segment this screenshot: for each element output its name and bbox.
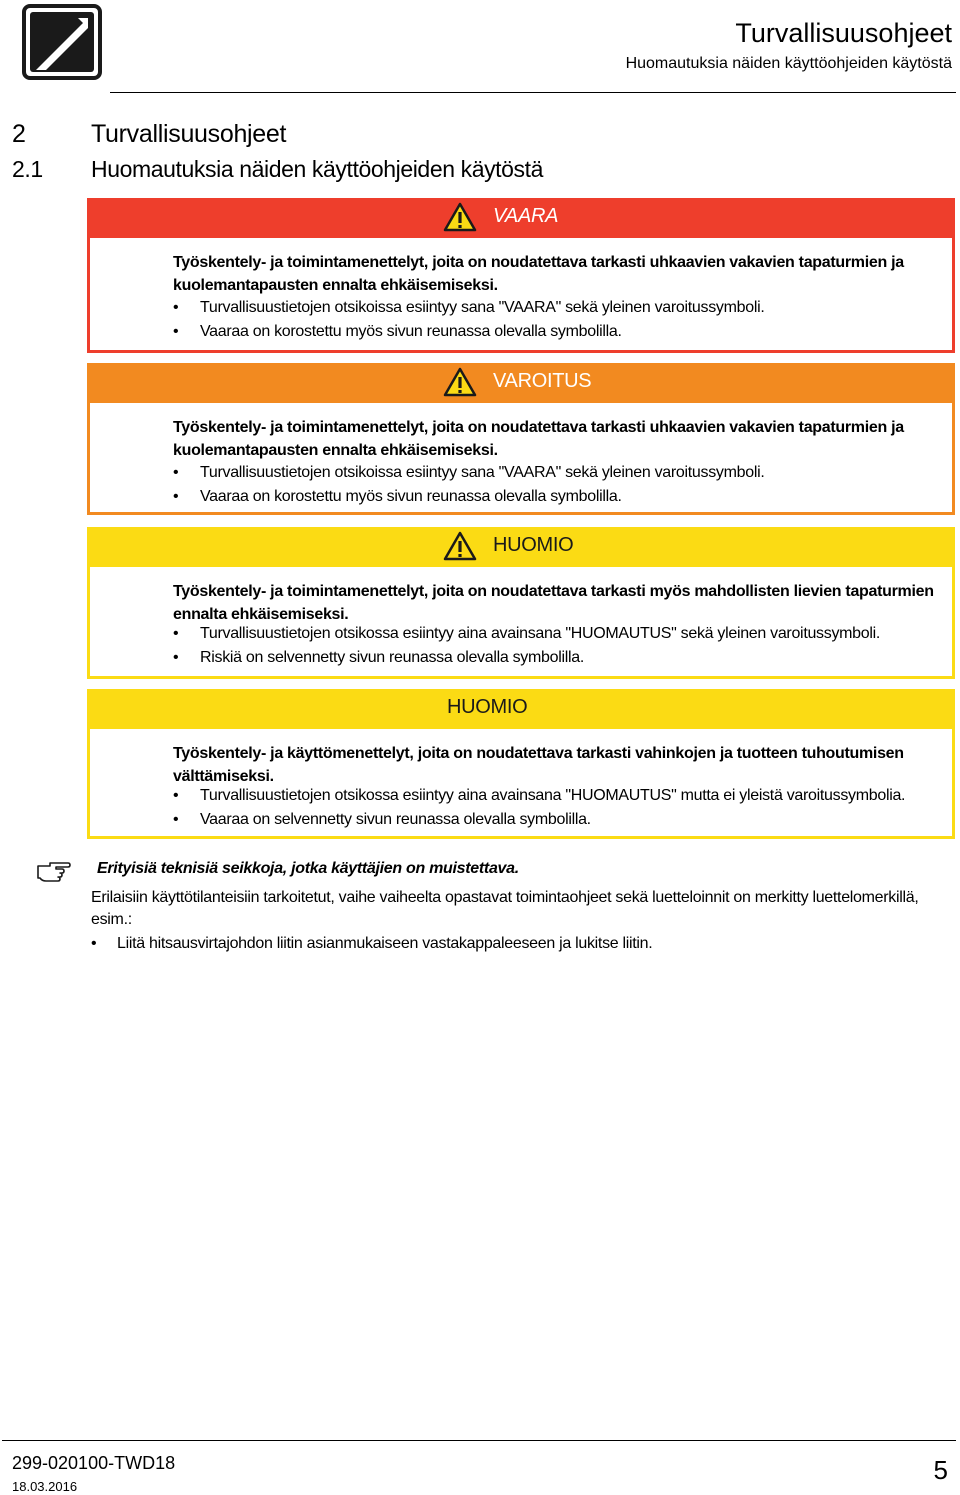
caution-lead: Työskentely- ja toimintamenettelyt, joita on noudatettava tarkasti myös mahdollisten lievien tapaturmien ennalta ehkäisemiseksi. <box>173 583 934 623</box>
footer-divider <box>2 1440 956 1441</box>
caution-notice <box>87 527 955 679</box>
subsection-heading <box>12 156 543 183</box>
subsection-number: 2.1 <box>12 156 43 182</box>
danger-lead: Työskentely- ja toimintamenettelyt, joita on noudatettava tarkasti uhkaavien vakavien tapaturmien ja kuolemantapausten ennalta ehkäisemiseksi. <box>173 254 904 294</box>
section-heading <box>12 120 286 149</box>
header-subtitle: Huomautuksia näiden käyttöohjeiden käytöstä <box>625 55 952 72</box>
danger-bullet: • Vaaraa on korostettu myös sivun reunassa olevalla symbolilla. <box>173 323 622 340</box>
page-number: 5 <box>933 1455 948 1485</box>
danger-header <box>87 198 955 238</box>
caution-label: HUOMIO <box>493 534 574 556</box>
section-number: 2 <box>12 120 26 148</box>
warning-body <box>90 403 952 512</box>
warning-label: VAROITUS <box>493 370 592 392</box>
document-date: 18.03.2016 <box>12 1479 78 1494</box>
subsection-title: Huomautuksia näiden käyttöohjeiden käytöstä <box>91 156 544 182</box>
notice-body <box>90 729 952 836</box>
company-logo <box>22 4 102 80</box>
caution-bullet: • Riskiä on selvennetty sivun reunassa olevalla symbolilla. <box>173 649 584 666</box>
header-divider <box>110 92 956 93</box>
danger-notice <box>87 198 955 353</box>
notice-header <box>87 689 955 729</box>
warning-bullet: • Turvallisuustietojen otsikoissa esiintyy sana "VAARA" sekä yleinen varoitussymboli. <box>173 464 765 481</box>
pointing-hand-icon <box>36 856 72 884</box>
notice-box <box>87 689 955 839</box>
note-bullet: • Liitä hitsausvirtajohdon liitin asianmukaiseen vastakappaleeseen ja lukitse liitin. <box>91 935 653 952</box>
notice-bullet: • Turvallisuustietojen otsikossa esiintyy aina avainsana "HUOMAUTUS" mutta ei yleistä varoitussymbolia. <box>173 787 906 804</box>
note-body: Erilaisiin käyttötilanteisiin tarkoitetut, vaihe vaiheelta opastavat toimintaohjeet sekä luetteloinnit on merkitty luettelomerkillä, esim.: <box>91 889 919 928</box>
warning-header <box>87 363 955 403</box>
danger-label: VAARA <box>493 205 559 227</box>
danger-body <box>90 238 952 350</box>
warning-lead: Työskentely- ja toimintamenettelyt, joita on noudatettava tarkasti uhkaavien vakavien tapaturmien ja kuolemantapausten ennalta ehkäisemiseksi. <box>173 419 904 459</box>
header-title: Turvallisuusohjeet <box>735 18 952 48</box>
notice-lead: Työskentely- ja käyttömenettelyt, joita on noudatettava tarkasti vahinkojen ja tuotteen tuhoutumisen välttämiseksi. <box>173 745 904 785</box>
section-title: Turvallisuusohjeet <box>91 120 287 148</box>
warning-notice <box>87 363 955 515</box>
note-title: Erityisiä teknisiä seikkoja, jotka käyttäjien on muistettava. <box>97 860 519 877</box>
notice-label: HUOMIO <box>447 696 528 718</box>
warning-triangle-icon <box>443 367 477 397</box>
caution-bullet: • Turvallisuustietojen otsikossa esiintyy aina avainsana "HUOMAUTUS" sekä yleinen varoitussymboli. <box>173 625 881 642</box>
danger-bullet: • Turvallisuustietojen otsikoissa esiintyy sana "VAARA" sekä yleinen varoitussymboli. <box>173 299 765 316</box>
document-number: 299-020100-TWD18 <box>12 1453 176 1473</box>
caution-body <box>90 567 952 676</box>
notice-bullet: • Vaaraa on selvennetty sivun reunassa olevalla symbolilla. <box>173 811 591 828</box>
warning-bullet: • Vaaraa on korostettu myös sivun reunassa olevalla symbolilla. <box>173 488 622 505</box>
warning-triangle-icon <box>443 531 477 561</box>
warning-triangle-icon <box>443 202 477 232</box>
caution-header <box>87 527 955 567</box>
